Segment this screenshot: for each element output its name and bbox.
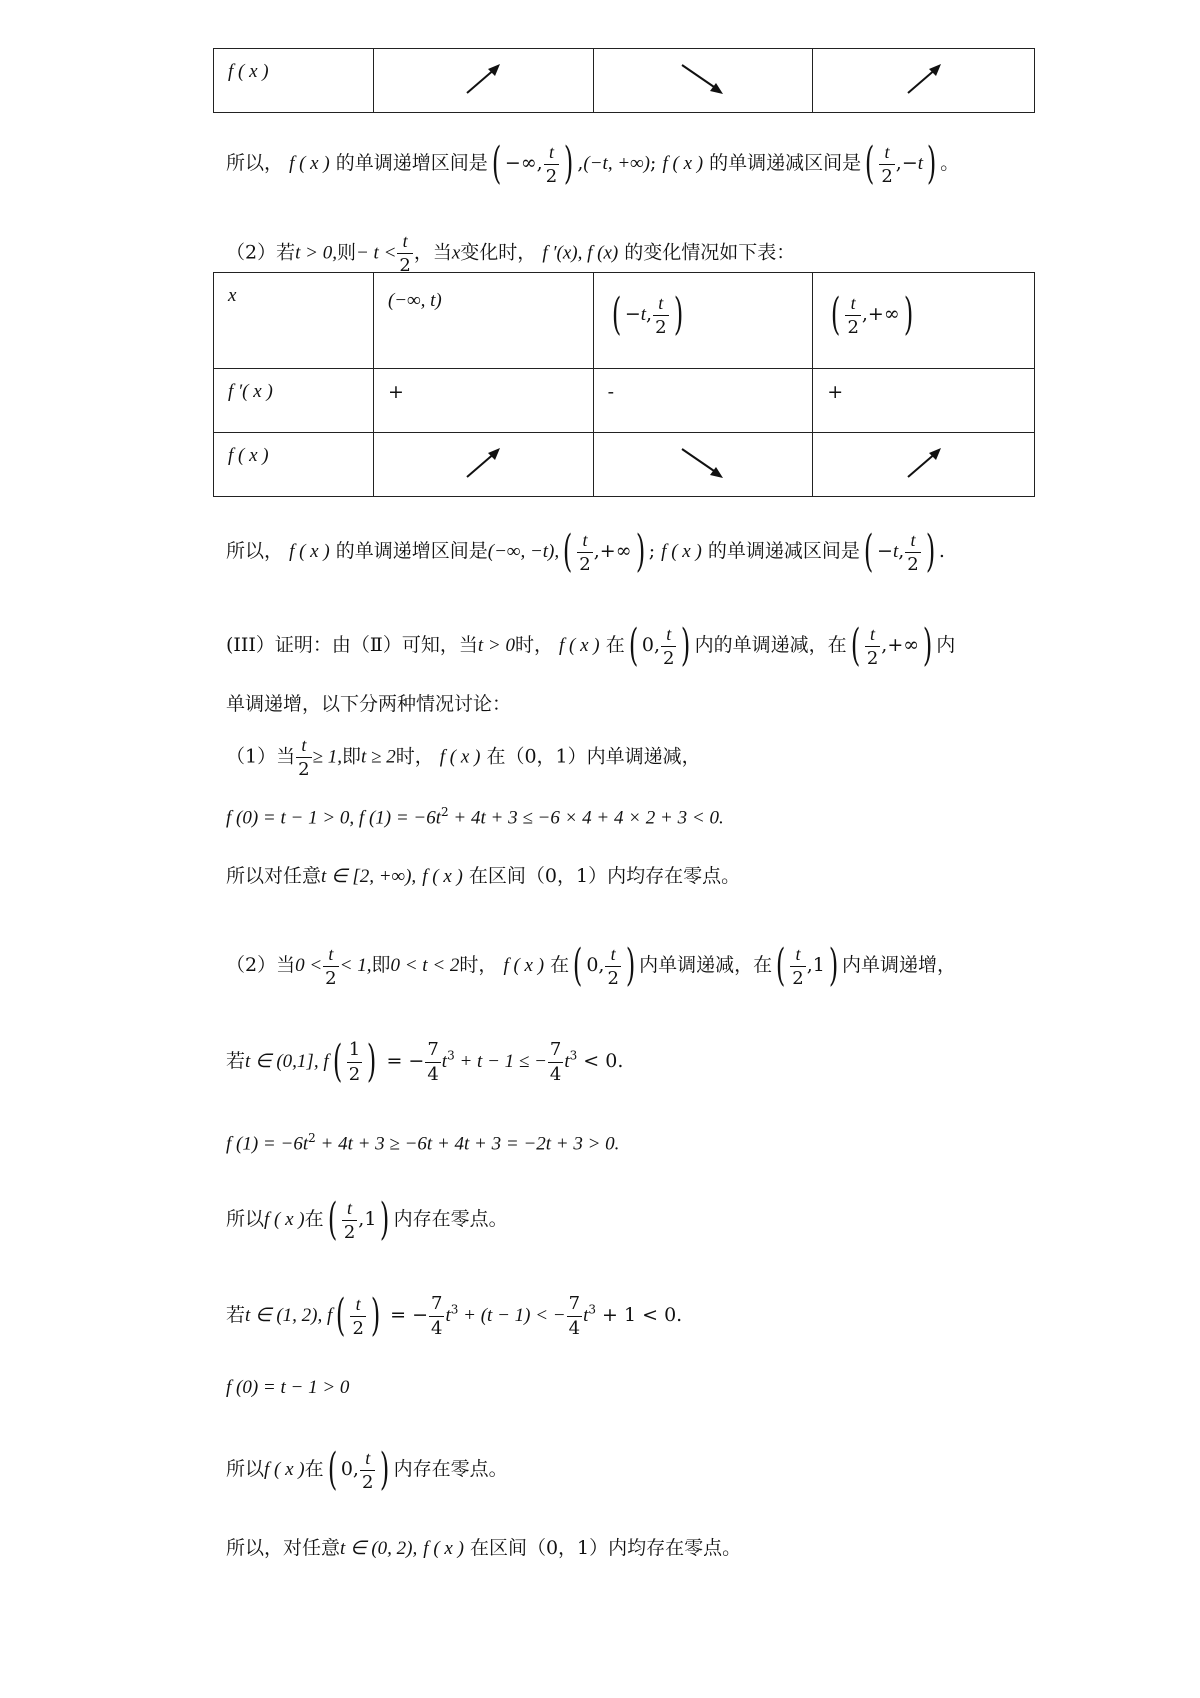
case-2-subcase-b-value: f (0) = t − 1 > 0 <box>226 1377 350 1398</box>
final-conclusion: 所以，对任意t ∈ (0, 2), f ( x ) 在区间（0，1）内均存在零点。 <box>226 1537 742 1559</box>
decreasing-arrow-icon <box>679 445 727 481</box>
row-label-fx: f ( x ) <box>228 445 269 466</box>
interval-cell-1: (−∞, t) <box>387 290 442 311</box>
case-2-subcase-a-value: f $(1) = -6t^2 + 4t + 3 \ge -6t + 4t + 3 = -2t + 3 > 0$. <box>226 1131 620 1155</box>
table-row <box>214 433 1035 497</box>
part-3-proof-intro: (III）证明：由（Ⅱ）可知，当t > 0时， f ( x ) 在( 0, $\frac{t}{2}$ ) 内的单调递减，在( $\frac{t}{2}$ ,+∞) 内 <box>226 620 956 671</box>
case-2-subcase-b: 若t ∈ (1, 2), f( $\frac{t}{2}$ ) = − $\frac{7}{4}$ $t^3 + (t - 1)$ < − $\frac{7}{4}$ $t^3 + 1 < 0$. <box>226 1290 683 1341</box>
case-1-statement: （1）当 $\frac{t}{2}$ ≥ 1,即t ≥ 2时， f ( x ) 在（0，1）内单调递减， <box>226 735 701 780</box>
table-row <box>214 49 1035 113</box>
case-1-values: f (0) = t − 1 > 0, f $(1) = -6t^2 + 4t + 3 \le -6 \times 4 + 4 \times 2 + 3 < 0$. <box>226 805 724 829</box>
sign-cell: + <box>387 381 404 403</box>
case-2-intro: （2）若t > 0,则− t < $\frac{t}{2}$ ，当x变化时， f ′(x), f (x) 的变化情况如下表： <box>226 231 796 276</box>
variation-table-1 <box>213 48 1035 113</box>
interval-cell-2: ( −t, $\frac{t}{2}$ ) <box>611 289 683 340</box>
conclusion-line-1: 所以， f ( x ) 的单调递增区间是( −∞, $\frac{t}{2}$ ) ,(−t, +∞); f ( x ) 的单调递减区间是( $\frac{t}{2}$ ,−t) 。 <box>226 138 960 189</box>
table-row <box>214 273 1035 369</box>
increasing-arrow-icon <box>904 445 944 481</box>
sign-cell: + <box>827 381 844 403</box>
increasing-arrow-icon <box>904 61 944 97</box>
increasing-arrow-icon <box>463 61 503 97</box>
case-1-conclusion: 所以对任意t ∈ [2, +∞), f ( x ) 在区间（0，1）内均存在零点。 <box>226 865 741 887</box>
sign-cell: - <box>607 381 615 403</box>
discussion-intro: 单调递增，以下分两种情况讨论： <box>226 693 512 715</box>
decreasing-arrow-icon <box>679 61 727 97</box>
interval-cell-3: ( $\frac{t}{2}$ ,+∞) <box>831 289 913 340</box>
table-row <box>214 369 1035 433</box>
case-2-statement: （2）当0 < $\frac{t}{2}$ < 1,即0 < t < 2时， f ( x ) 在( 0, $\frac{t}{2}$ ) 内单调递减，在( $\frac{t}{2}$ ,1) 内单调递增， <box>226 940 957 991</box>
row-label-fprime: f ′( x ) <box>228 381 273 402</box>
increasing-arrow-icon <box>463 445 503 481</box>
conclusion-line-2: 所以， f ( x ) 的单调递增区间是(−∞, −t),( $\frac{t}{2}$ ,+∞) ; f ( x ) 的单调递减区间是( −t, $\frac{t}{2}$ ) . <box>226 526 945 577</box>
row-label-fx: f ( x ) <box>228 61 269 82</box>
row-label-x: x <box>228 285 237 306</box>
case-2-subcase-b-conclusion: 所以f ( x )在( 0, $\frac{t}{2}$ ) 内存在零点。 <box>226 1444 508 1495</box>
case-2-subcase-a-conclusion: 所以f ( x )在( $\frac{t}{2}$ ,1) 内存在零点。 <box>226 1194 508 1245</box>
variation-table-2 <box>213 272 1035 497</box>
case-2-subcase-a: 若t ∈ (0,1], f( $\frac{1}{2}$ ) = − $\frac{7}{4}$ $t^3 + t - 1$ ≤ − $\frac{7}{4}$ $t^3 < 0$. <box>226 1036 624 1087</box>
